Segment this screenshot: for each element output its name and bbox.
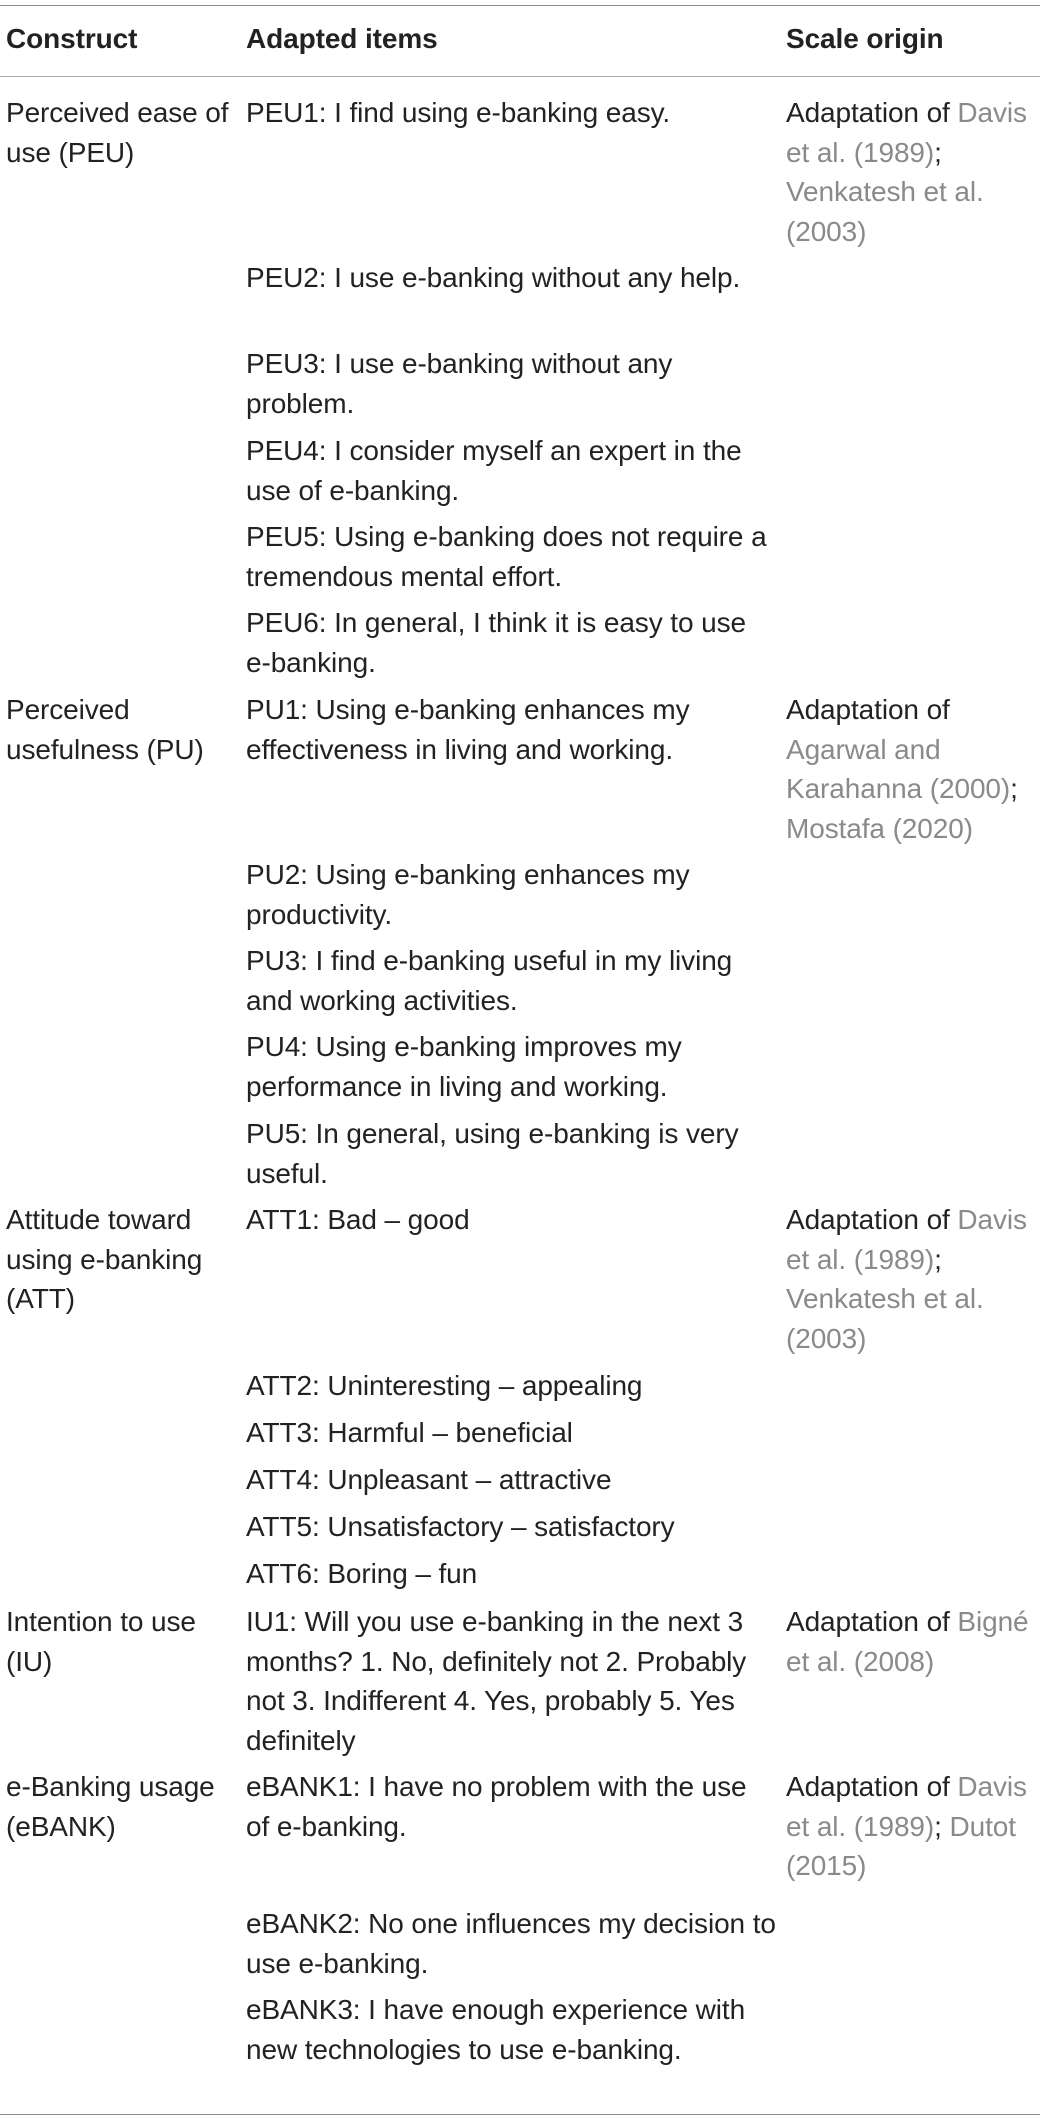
table-header-rule [0,76,1040,77]
item-ebank2: eBANK2: No one influences my decision to use e-banking. [246,1908,776,1979]
item-iu1: IU1: Will you use e-banking in the next 3 months? 1. No, definitely not 2. Probably not 3. Indifferent 4. Yes, probably 5. Yes definitely [246,1606,747,1756]
header-scale-origin: Scale origin [786,23,944,54]
item-att1: ATT1: Bad – good [246,1204,470,1235]
origin-prefix: Adaptation of [786,1771,958,1802]
item-att3: ATT3: Harmful – beneficial [246,1417,573,1448]
item-peu1: PEU1: I find using e-banking easy. [246,97,671,128]
citation-link[interactable]: Davis et al. (1989) [786,97,1027,168]
citation-link[interactable]: Davis et al. (1989) [786,1204,1027,1275]
item-att5: ATT5: Unsatisfactory – satisfactory [246,1511,675,1542]
item-peu4: PEU4: I consider myself an expert in the use of e-banking. [246,435,742,506]
item-att6: ATT6: Boring – fun [246,1558,478,1589]
citation-link[interactable]: Venkatesh et al. (2003) [786,1283,984,1354]
citation-link[interactable]: Davis et al. (1989) [786,1771,1027,1842]
citation-separator: ; [934,1243,942,1275]
construct-ebank: e-Banking usage (eBANK) [6,1771,215,1842]
citation-link[interactable]: Agarwal and Karahanna (2000) [786,733,1011,804]
item-pu4: PU4: Using e-banking improves my performance in living and working. [246,1031,682,1102]
citation-link[interactable]: Bigné et al. (2008) [786,1606,1029,1677]
item-peu5: PEU5: Using e-banking does not require a tremendous mental effort. [246,521,767,592]
origin-att [786,1200,1036,1358]
origin-ebank [786,1767,1036,1886]
citation-separator: ; [1010,773,1018,804]
construct-peu: Perceived ease of use (PEU) [6,97,229,168]
origin-prefix: Adaptation of [786,1204,958,1235]
citation-link[interactable]: Venkatesh et al. (2003) [786,176,984,247]
origin-prefix: Adaptation of [786,1606,958,1637]
header-construct: Construct [6,23,138,54]
item-att4: ATT4: Unpleasant – attractive [246,1464,612,1495]
origin-pu [786,690,1036,848]
item-ebank3: eBANK3: I have enough experience with new technologies to use e-banking. [246,1994,746,2065]
citation-separator: ; [934,136,942,168]
construct-pu: Perceived usefulness (PU) [6,694,204,765]
citation-link[interactable]: Mostafa (2020) [786,812,973,844]
table-bottom-rule [0,2114,1040,2115]
item-ebank1: eBANK1: I have no problem with the use of e-banking. [246,1771,747,1842]
item-pu3: PU3: I find e-banking useful in my living and working activities. [246,945,733,1016]
item-pu5: PU5: In general, using e-banking is very useful. [246,1118,739,1189]
origin-prefix: Adaptation of [786,694,950,725]
table-top-rule [0,5,1040,6]
item-peu3: PEU3: I use e-banking without any problem. [246,348,673,419]
citation-link[interactable]: Dutot (2015) [786,1810,1016,1881]
origin-iu [786,1602,1036,1681]
item-pu1: PU1: Using e-banking enhances my effectiveness in living and working. [246,694,690,765]
header-adapted-items: Adapted items [246,23,438,54]
construct-iu: Intention to use (IU) [6,1606,196,1677]
item-peu2: PEU2: I use e-banking without any help. [246,262,741,293]
item-pu2: PU2: Using e-banking enhances my productivity. [246,859,690,930]
construct-att: Attitude toward using e-banking (ATT) [6,1204,203,1314]
item-att2: ATT2: Uninteresting – appealing [246,1370,643,1401]
origin-prefix: Adaptation of [786,97,958,128]
item-peu6: PEU6: In general, I think it is easy to use e-banking. [246,607,746,678]
origin-peu [786,93,1036,251]
citation-separator: ; [934,1810,950,1842]
